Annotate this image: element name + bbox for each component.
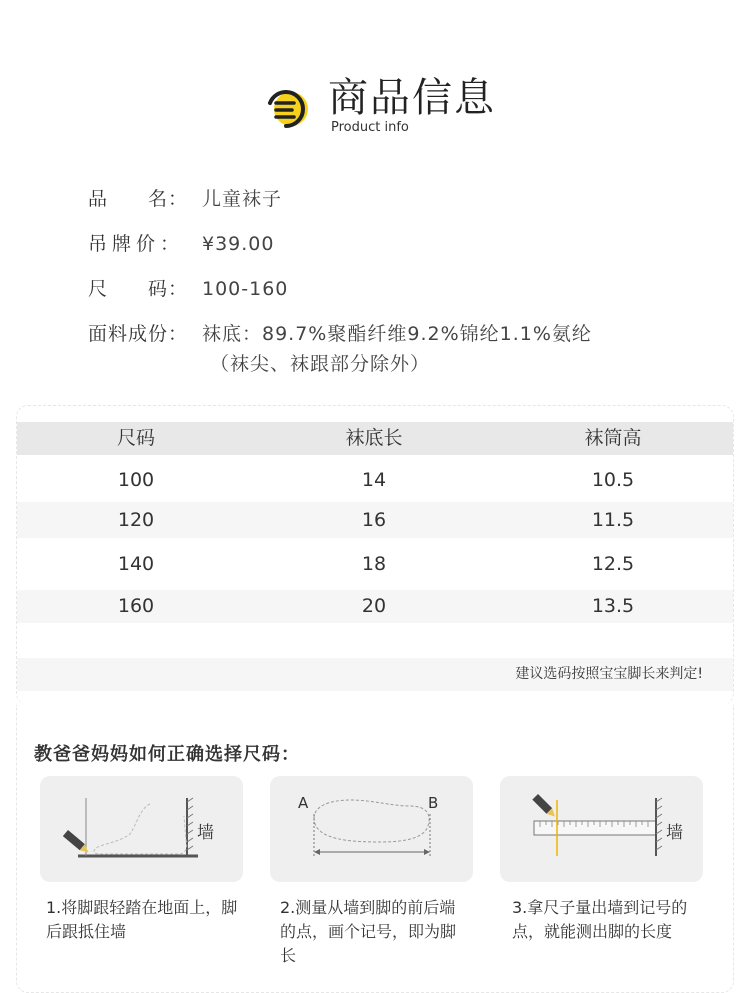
table-header-row [17,422,733,455]
page-subtitle: Product info [331,120,409,135]
table-row [17,538,733,590]
page-title: 商品信息 [328,75,496,121]
table-cell: 13.5 [591,595,635,617]
table-cell: 160 [117,595,155,617]
step-3-illustration [500,776,703,882]
size-value: 100-160 [202,278,289,300]
material-value: 袜底：89.7%聚酯纤维9.2%锦纶1.1%氨纶 [202,323,592,345]
size-table [17,422,733,623]
step-3-text: 3.拿尺子量出墙到记号的点，就能测出脚的长度 [512,898,688,941]
table-cell: 10.5 [591,469,635,491]
product-info-list [88,186,728,375]
point-a-label: A [298,794,309,812]
info-row-material [88,321,728,375]
table-row [17,590,733,623]
table-cell: 100 [117,469,155,491]
table-cell: 12.5 [591,553,635,575]
name-label: 品 名： [88,188,189,210]
table-cell: 120 [117,509,155,531]
material-label: 面料成份： [88,323,189,345]
table-row [17,502,733,538]
table-cell: 11.5 [591,509,635,531]
point-b-label: B [428,794,439,812]
info-row-size [88,276,728,321]
info-row-name [88,186,728,231]
price-label: 吊牌价： [88,233,185,255]
section-header [0,70,750,140]
table-cell: 20 [361,595,387,617]
step-2-illustration [270,776,473,882]
wall-label: 墙 [666,823,683,843]
step-2-text: 2.测量从墙到脚的前后端的点，画个记号，即为脚长 [280,898,457,965]
step-1-text: 1.将脚跟轻踏在地面上，脚后跟抵住墙 [46,898,238,941]
wall-label: 墙 [197,823,214,843]
material-note: （袜尖、袜跟部分除外） [210,353,431,375]
table-row [17,455,733,502]
list-document-icon [264,83,314,133]
size-tip-bar [17,658,733,691]
table-cell: 16 [361,509,387,531]
table-header-cell: 尺码 [116,427,155,449]
step-1-illustration [40,776,243,882]
table-cell: 18 [361,553,387,575]
table-cell: 140 [117,553,155,575]
size-tip-text: 建议选码按照宝宝脚长来判定! [515,666,703,682]
price-value: ¥39.00 [202,233,275,255]
info-row-price [88,231,728,276]
table-header-cell: 袜底长 [345,427,403,449]
table-cell: 14 [361,469,387,491]
size-label: 尺 码： [88,278,189,300]
name-value: 儿童袜子 [202,188,283,210]
table-header-cell: 袜筒高 [584,427,642,449]
foot-outline-icon [270,776,473,882]
guide-title: 教爸爸妈妈如何正确选择尺码： [34,744,300,765]
